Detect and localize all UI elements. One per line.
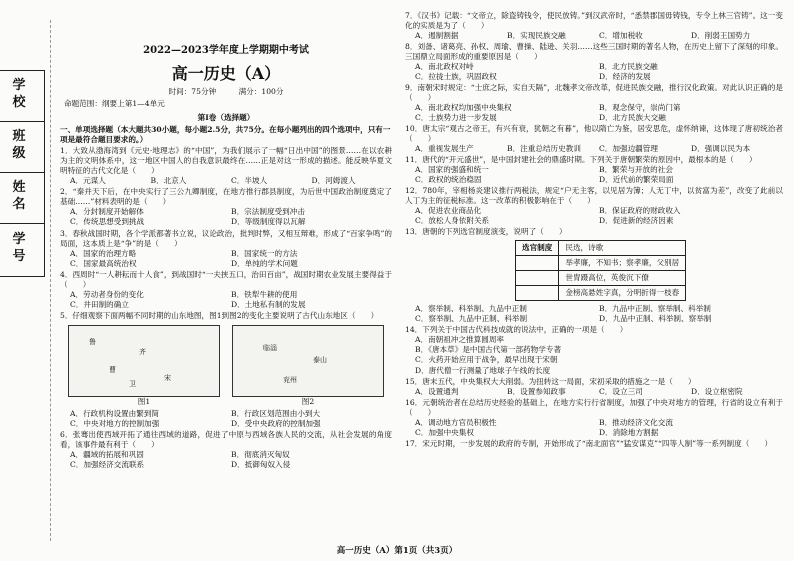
table-cell: 金榜高悬姓字真，分明折得一枝春 — [559, 286, 686, 301]
answer-option: C．加强中央集权 — [415, 427, 474, 437]
answer-option: C．传统思想受到挑战 — [70, 217, 145, 227]
answer-option: C．中央对地方的控制加强 — [70, 418, 160, 428]
left-question-options — [70, 290, 392, 310]
answer-option: A．疆域的拓展和巩固 — [70, 449, 144, 459]
left-column — [60, 10, 392, 471]
answer-option: A．遏制割据 — [415, 31, 459, 41]
answer-option: C．半坡人 — [231, 176, 268, 186]
table-row — [516, 286, 686, 301]
right-question-options — [415, 144, 783, 154]
answer-option: D．土地私有制的发展 — [231, 299, 306, 309]
answer-option: B．保证政府的财政收入 — [599, 206, 681, 216]
right-question-options — [415, 335, 783, 375]
answer-option: D．近代前的繁荣局面 — [599, 175, 674, 185]
table-header-cell: 选官制度 — [516, 241, 559, 256]
exam-score: 满分：100分 — [238, 87, 284, 97]
left-question-stem: 5．仔细观察下面两幅不同时期的山东地图，图1到图2的变化主要说明了古代山东地区（ ） — [60, 310, 379, 320]
answer-option: C．加强经济交流联系 — [70, 459, 145, 469]
answer-option: A．分封制度开始解体 — [70, 207, 144, 217]
binding-line — [50, 20, 51, 541]
student-info-box — [0, 70, 45, 277]
exam-title: 2022—2023学年度上学期期中考试 — [143, 45, 309, 56]
left-question-stem: 2．“秦并天下后，在中央实行了三公九卿制度，在地方推行郡县制度，为后世中国政治制度奠定了基础……”材料表明的是（ ） — [60, 187, 392, 207]
map-label: 泰山 — [313, 355, 327, 364]
left-question-stem: 3．春秋战国时期，各个学派都著书立说，议论政治，批判时弊，又相互辩难，形成了“百家争鸣”的局面，这本质上是“争”的是（ ） — [60, 228, 392, 248]
answer-option: C．火药开始应用于战争，最早出现于宋朝 — [415, 355, 558, 365]
exam-meta — [60, 87, 392, 97]
right-question-stem: 14．下列关于中国古代科技成就的说法中，正确的一项是（ ） — [405, 325, 628, 335]
left-question-options — [70, 409, 392, 429]
left-question-options — [70, 249, 392, 269]
table-row — [516, 271, 686, 286]
answer-option: B．观念保守，崇尚门第 — [599, 103, 681, 113]
table-row — [516, 256, 686, 271]
map-label: 临淄 — [263, 343, 277, 352]
answer-option: D．抵御匈奴入侵 — [231, 459, 291, 469]
answer-option: B．宗法制度受到冲击 — [231, 207, 305, 217]
answer-option: B．实现民族交融 — [507, 31, 566, 41]
left-questions — [60, 146, 392, 469]
page-footer: 高一历史（A）第1页（共3页） — [336, 545, 458, 556]
answer-option: A．劳动者身份的变化 — [70, 289, 144, 299]
answer-option: D．等级制度得以瓦解 — [231, 217, 306, 227]
right-question-options — [415, 387, 783, 397]
right-question-stem: 7．《汉书》记载：“文帝立，除盗铸钱令，使民放铸。”到汉武帝时，“悉禁郡国毋铸钱，专令上林三官铸”。这一变化的实质是为了（ ） — [405, 11, 783, 31]
answer-option: D．强调以民为本 — [691, 144, 751, 154]
section-instructions: 一、单项选择题（本大题共30小题，每小题2.5分，共75分。在每小题列出的四个选项中，只有一项是最符合题目要求的。） — [60, 125, 391, 145]
left-question-options — [70, 207, 392, 227]
left-question-options — [70, 450, 392, 470]
selection-system-table — [515, 240, 686, 301]
map-caption: 图1 — [137, 396, 151, 406]
answer-option: B．设置参知政事 — [507, 386, 566, 396]
name-label: 姓 名 — [12, 180, 32, 213]
table-cell — [516, 256, 559, 271]
answer-option: A．察举制、科举制、九品中正制 — [415, 304, 527, 314]
answer-option: D．河姆渡人 — [311, 176, 356, 186]
answer-option: B．国家统一的方法 — [231, 248, 298, 258]
table-cell: 世胄蹑高位，英俊沉下僚 — [559, 271, 686, 286]
maps-figure — [68, 325, 392, 407]
exam-time: 时间：75分钟 — [168, 87, 217, 97]
table-cell: 民选，诗歌 — [559, 241, 686, 256]
answer-option: D．设立枢密院 — [691, 386, 743, 396]
map-label: 卫 — [129, 379, 136, 388]
answer-option: D．九品中正制、科举制、察举制 — [599, 314, 712, 324]
answer-option: D．唐代僧一行测量了地球子午线的长度 — [415, 365, 551, 375]
answer-option: A．设置通判 — [415, 386, 459, 396]
answer-option: C．政权的统治稳固 — [415, 175, 482, 185]
map-figure-2 — [232, 325, 384, 397]
map-caption: 图2 — [301, 396, 315, 406]
answer-option: B．《唐本草》是中国古代第一部药物学专著 — [415, 345, 562, 355]
right-question-stem: 12．780年，宰相杨炎建议推行两税法，规定“户无主客，以见居为簿；人无丁中，以贫富为差”，改变了此前以人丁为主的征税标准。这一改革的积极影响在于（ ） — [405, 186, 783, 206]
table-cell: 举孝廉，不知书；察孝廉，父别居 — [559, 256, 686, 271]
class-label: 班 级 — [12, 129, 32, 162]
answer-option: B．繁荣与开放的社会 — [599, 165, 673, 175]
answer-option: B．行政区划范围由小到大 — [231, 408, 321, 418]
table-cell — [516, 271, 559, 286]
answer-option: A．重视发展生产 — [415, 144, 474, 154]
answer-option: C．放松人身依附关系 — [415, 216, 490, 226]
answer-option: C．国家最高统治权 — [70, 258, 137, 268]
left-question-stem: 1．大致从渤海湾到《元史·地理志》的“中国”，为我们展示了一幅“日出中国”的图景……在以农耕为主的文明体系中，这一地区中国人的自我意识最终在……正是对这一形成的描述。能反映华夏文明特征的古代文化是（ ） — [60, 146, 392, 176]
map-panel — [68, 325, 220, 407]
right-question-stem: 16．元朝统治者在总结历史经验的基础上，在地方实行行省制度，加强了中央对地方的管理，行省的设立有利于（ ） — [405, 397, 783, 417]
answer-option: C．拉拢士族，巩固政权 — [415, 72, 497, 82]
answer-option: A．调动地方官员积极性 — [415, 417, 497, 427]
subject-title: 高一历史（A） — [171, 64, 281, 84]
left-question-stem: 6．张骞出使西域开拓了通往西域的道路，促进了中原与西域各族人民的交流，从社会发展的角度看，该事件最有利于（ ） — [60, 429, 392, 449]
map-label: 曹 — [109, 365, 116, 374]
right-question-options — [415, 62, 783, 82]
volume-heading: 第Ⅰ卷（选择题） — [197, 113, 255, 123]
left-question-stem: 4．西周时“一人耕耘而十人食”，到战国时“一夫挟五口，治田百亩”，战国时期农业发展主要得益于（ ） — [60, 269, 392, 289]
map-label: 宋 — [164, 373, 171, 382]
right-question-stem: 8．刘备、诸葛亮、孙权、周瑜、曹操、陆逊、关羽……这些三国时期的著名人物，在历史上留下了深刻的印象。三国鼎立局面形成的重要原因是（ ） — [405, 42, 783, 62]
right-question-stem: 10．唐太宗“观古之帝王，有兴有衰，犹朝之有暮”，他以隋亡为鉴，居安思危，虚怀纳谏，这体现了唐初统治者（ ） — [405, 124, 783, 144]
right-question-stem: 13．唐朝的下列选官制度演变，说明了（ ） — [405, 227, 567, 237]
answer-option: C．增加税收 — [599, 31, 643, 41]
answer-option: D．促进新的经济因素 — [599, 216, 674, 226]
answer-option: A．促进农业商品化 — [415, 206, 482, 216]
answer-option: A．南北政权均加强中央集权 — [415, 103, 512, 113]
answer-option: A．国家的强盛和统一 — [415, 165, 489, 175]
exam-scope: 命题范围：纲要上第1—4单元 — [64, 99, 165, 109]
answer-option: A．国家的治理方略 — [70, 248, 137, 258]
answer-option: B．铁犁牛耕的使用 — [231, 289, 298, 299]
map-label: 鲁 — [89, 337, 96, 346]
answer-option: B．北方民族交融 — [599, 62, 658, 72]
right-question-stem: 17．宋元时期，一步发展的政府的专制，开始形成了“南北面官”“猛安谋克”“四等人制”等一系列制度（ ） — [405, 438, 773, 448]
answer-option: D．削弱王国势力 — [691, 31, 751, 41]
right-question-options — [415, 418, 783, 438]
answer-option: D．北方民族大交融 — [599, 113, 666, 123]
answer-option: A．行政机构设置由繁到简 — [70, 408, 160, 418]
student-id-label: 学 号 — [12, 232, 32, 265]
answer-option: B．推动经济文化交流 — [599, 417, 673, 427]
map-panel — [232, 325, 384, 407]
table-row — [516, 241, 686, 256]
map-label: 兖州 — [283, 375, 297, 384]
map-label: 齐 — [139, 347, 146, 356]
answer-option: C．加强边疆管理 — [599, 144, 658, 154]
left-question-options — [70, 176, 392, 186]
answer-option: B．九品中正制、察举制、科举制 — [599, 304, 711, 314]
answer-option: A．元谋人 — [70, 176, 106, 186]
right-question-options — [415, 206, 783, 226]
right-column — [405, 10, 783, 449]
answer-option: A．南朝祖冲之推算圆周率 — [415, 335, 505, 345]
right-question-options — [415, 165, 783, 185]
right-question-options — [415, 103, 783, 123]
right-question-options — [415, 31, 783, 41]
answer-option: C．察举制、九品中正制、科举制 — [415, 314, 528, 324]
answer-option: C．士族势力进一步发展 — [415, 113, 497, 123]
right-question-stem: 11．唐代的“开元盛世”，是中国封建社会的鼎盛时期。下列关于唐朝繁荣的原因中，最根本的是（ ） — [405, 155, 757, 165]
right-questions — [405, 11, 783, 449]
answer-option: C．井田制的确立 — [70, 299, 129, 309]
table-cell — [516, 286, 559, 301]
map-figure-1 — [68, 325, 220, 397]
right-question-stem: 9．南朝宋时规定：“士庶之际，实自天隔”，北魏孝文帝改革，促进民族交融，推行汉化政策。对此认识正确的是（ ） — [405, 83, 783, 103]
answer-option: D．消除地方割据 — [599, 427, 659, 437]
answer-option: A．南北政权对峙 — [415, 62, 474, 72]
answer-option: B．注重总结历史教训 — [507, 144, 581, 154]
answer-option: C．设立三司 — [599, 386, 643, 396]
answer-option: D．经济的发展 — [599, 72, 651, 82]
right-question-stem: 15．唐末五代，中央集权大大削弱。为扭转这一局面，宋初采取的措施之一是（ ） — [405, 376, 696, 386]
answer-option: D．单纯的学术问题 — [231, 258, 298, 268]
answer-option: B．彻底消灭匈奴 — [231, 449, 290, 459]
right-question-options — [415, 304, 783, 324]
answer-option: D．受中央政府的控制加强 — [231, 418, 321, 428]
school-label: 学 校 — [12, 78, 32, 111]
answer-option: B．北京人 — [150, 176, 187, 186]
